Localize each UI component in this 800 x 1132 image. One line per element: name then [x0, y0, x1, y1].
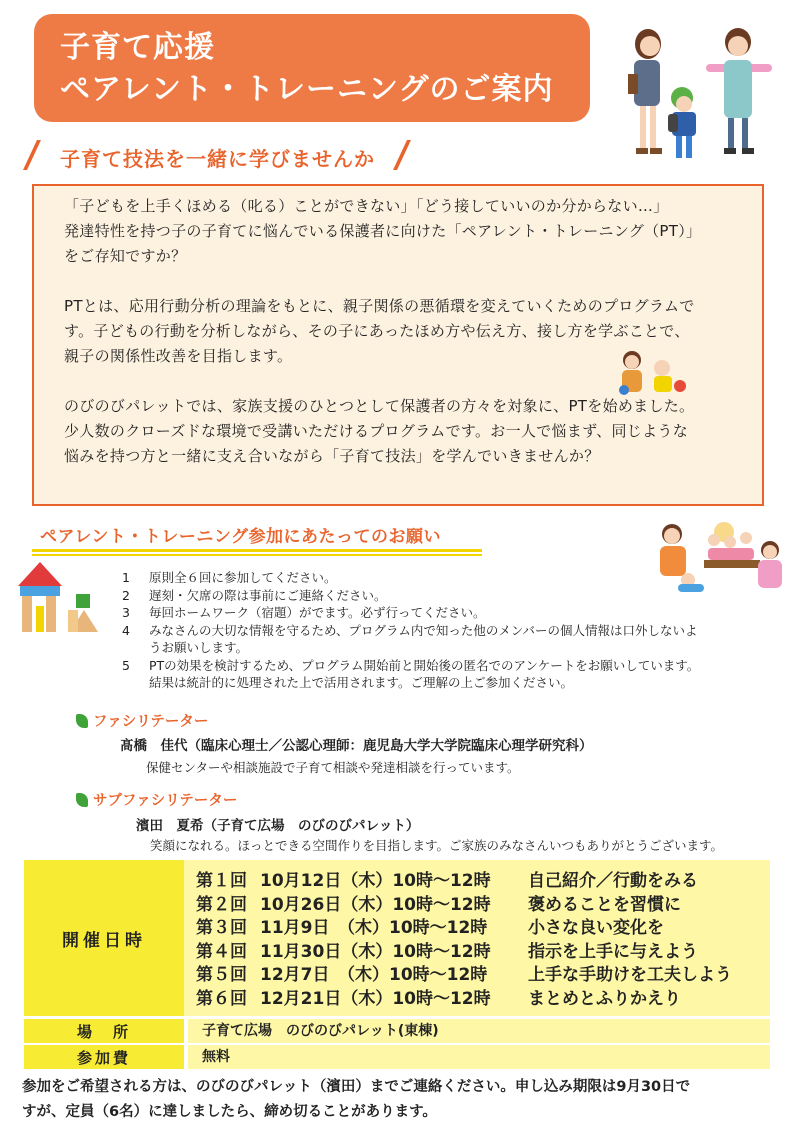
parent-child-illustration	[614, 346, 690, 400]
intro-line: 悩みを持つ方と一緒に支え合いながら「子育て技法」を学んでいきませんか？	[64, 447, 600, 465]
session-date: 12月21日（木）10時～12時	[260, 988, 491, 1009]
session-number: 第２回	[196, 894, 247, 915]
schedule-label: 開催日時	[24, 860, 184, 1016]
heading-underline	[32, 554, 482, 556]
session-date: 11月30日（木）10時～12時	[260, 941, 491, 962]
request-item-continued	[122, 639, 762, 657]
intro-line: 「子どもを上手くほめる（叱る）ことができない」「どう接していいのか分からない…」	[64, 197, 669, 215]
request-text: みなさんの大切な情報を守るため、プログラム内で知った他のメンバーの個人情報は口外しないよ	[149, 622, 698, 638]
requests-heading: ペアレント・トレーニング参加にあたってのお願い	[40, 527, 442, 547]
leaf-icon	[76, 714, 88, 728]
request-number: 1	[122, 570, 130, 585]
intro-line: のびのびパレットでは、家族支援のひとつとして保護者の方々を対象に、PTを始めました。	[64, 397, 695, 415]
heading-underline	[32, 549, 482, 552]
facilitator-desc: 保健センターや相談施設で子育て相談や発達相談を行っています。	[146, 760, 520, 775]
requests-list	[122, 569, 762, 692]
session-topic: 褒めることを習慣に	[528, 894, 681, 915]
leaf-icon	[76, 793, 88, 807]
request-item-continued	[122, 674, 762, 692]
sub-facilitator-title	[76, 789, 237, 810]
request-text: 結果は統計的に処理された上で活用されます。ご理解の上ご参加ください。	[149, 675, 574, 690]
schedule-row	[196, 870, 732, 894]
request-item	[122, 622, 762, 640]
session-topic: 上手な手助けを工夫しよう	[528, 965, 732, 986]
schedule-rows	[196, 870, 732, 1012]
schedule-row	[196, 988, 732, 1012]
fee-value: 無料	[188, 1045, 770, 1069]
intro-line: 発達特性を持つ子の子育てに悩んでいる保護者に向けた「ペアレント・トレーニング（PT）」	[64, 222, 702, 240]
schedule-box	[24, 860, 770, 1016]
intro-line: 親子の関係性改善を目指します。	[64, 347, 293, 365]
facilitator-title	[76, 710, 208, 731]
request-text: うお願いします。	[149, 640, 249, 655]
schedule-row	[196, 894, 732, 918]
title-line-2: ペアレント・トレーニングのご案内	[60, 72, 554, 107]
session-topic: 自己紹介／行動をみる	[528, 871, 698, 891]
session-topic: 小さな良い変化を	[528, 918, 664, 939]
venue-label: 場 所	[24, 1019, 184, 1043]
footer-note	[22, 1075, 782, 1125]
subtitle-slash-left	[23, 140, 41, 170]
request-number: 3	[122, 605, 130, 620]
request-text: 毎回ホームワーク（宿題）がでます。必ず行ってください。	[149, 605, 486, 620]
request-item	[122, 587, 762, 605]
request-number: 2	[122, 587, 130, 603]
intro-line: PTとは、応用行動分析の理論をもとに、親子関係の悪循環を変えていくためのプログラムで	[64, 297, 695, 315]
sub-facilitator-title-text: サブファシリテーター	[93, 793, 238, 809]
session-number: 第５回	[196, 965, 247, 986]
subtitle-slash-right	[393, 140, 411, 170]
request-number: 5	[122, 657, 130, 673]
session-topic: 指示を上手に与えよう	[528, 941, 698, 962]
session-date: 10月12日（木）10時～12時	[260, 871, 491, 891]
request-number: 4	[122, 622, 130, 638]
session-number: 第４回	[196, 941, 247, 962]
venue-value: 子育て広場 のびのびパレット(東棟)	[188, 1019, 770, 1043]
request-item	[122, 657, 762, 675]
footer-line: すが、定員（6名）に達しましたら、締め切ることがあります。	[22, 1104, 437, 1120]
venue-row	[24, 1019, 770, 1043]
schedule-row	[196, 941, 732, 965]
sub-facilitator-name: 濱田 夏希（子育て広場 のびのびパレット）	[136, 818, 420, 834]
facilitator-name: 髙橋 佳代（臨床心理士／公認心理師：鹿児島大学大学院臨床心理学研究科）	[120, 738, 593, 754]
intro-line: 少人数のクローズドな環境で受講いただけるプログラムです。お一人で悩まず、同じような	[64, 422, 689, 440]
intro-line: をご存知ですか？	[64, 247, 187, 265]
session-date: 10月26日（木）10時～12時	[260, 894, 491, 915]
request-text: 原則全６回に参加してください。	[149, 570, 337, 585]
title-line-1: 子育て応援	[60, 30, 215, 65]
intro-box	[32, 184, 764, 506]
request-item	[122, 604, 762, 622]
fee-row	[24, 1045, 770, 1069]
facilitator-title-text: ファシリテーター	[93, 714, 209, 730]
subtitle: 子育て技法を一緒に学びませんか	[60, 147, 375, 171]
fee-label: 参加費	[24, 1045, 184, 1069]
session-date: 12月7日 （木）10時～12時	[260, 965, 488, 986]
footer-line: 参加をご希望される方は、のびのびパレット（濱田）までご連絡ください。申し込み期限は9月30日で	[22, 1079, 691, 1095]
title-banner	[34, 14, 590, 122]
session-number: 第３回	[196, 918, 247, 939]
session-date: 11月9日 （木）10時～12時	[260, 918, 488, 939]
session-topic: まとめとふりかえり	[528, 988, 681, 1009]
request-item	[122, 569, 762, 587]
family-illustration	[610, 18, 790, 168]
schedule-row	[196, 964, 732, 988]
schedule-row	[196, 917, 732, 941]
blocks-illustration	[14, 560, 106, 636]
request-text: 遅刻・欠席の際は事前にご連絡ください。	[149, 587, 387, 603]
intro-line: す。子どもの行動を分析しながら、その子にあったほめ方や伝え方、接し方を学ぶことで、	[64, 322, 690, 340]
session-number: 第６回	[196, 988, 247, 1009]
sub-facilitator-desc: 笑顔になれる。ほっとできる空間作りを目指します。ご家族のみなさんいつもありがとうございます。	[150, 838, 724, 853]
request-text: PTの効果を検討するため、プログラム開始前と開始後の匿名でのアンケートをお願いしています。	[149, 657, 700, 673]
session-number: 第１回	[196, 871, 247, 891]
